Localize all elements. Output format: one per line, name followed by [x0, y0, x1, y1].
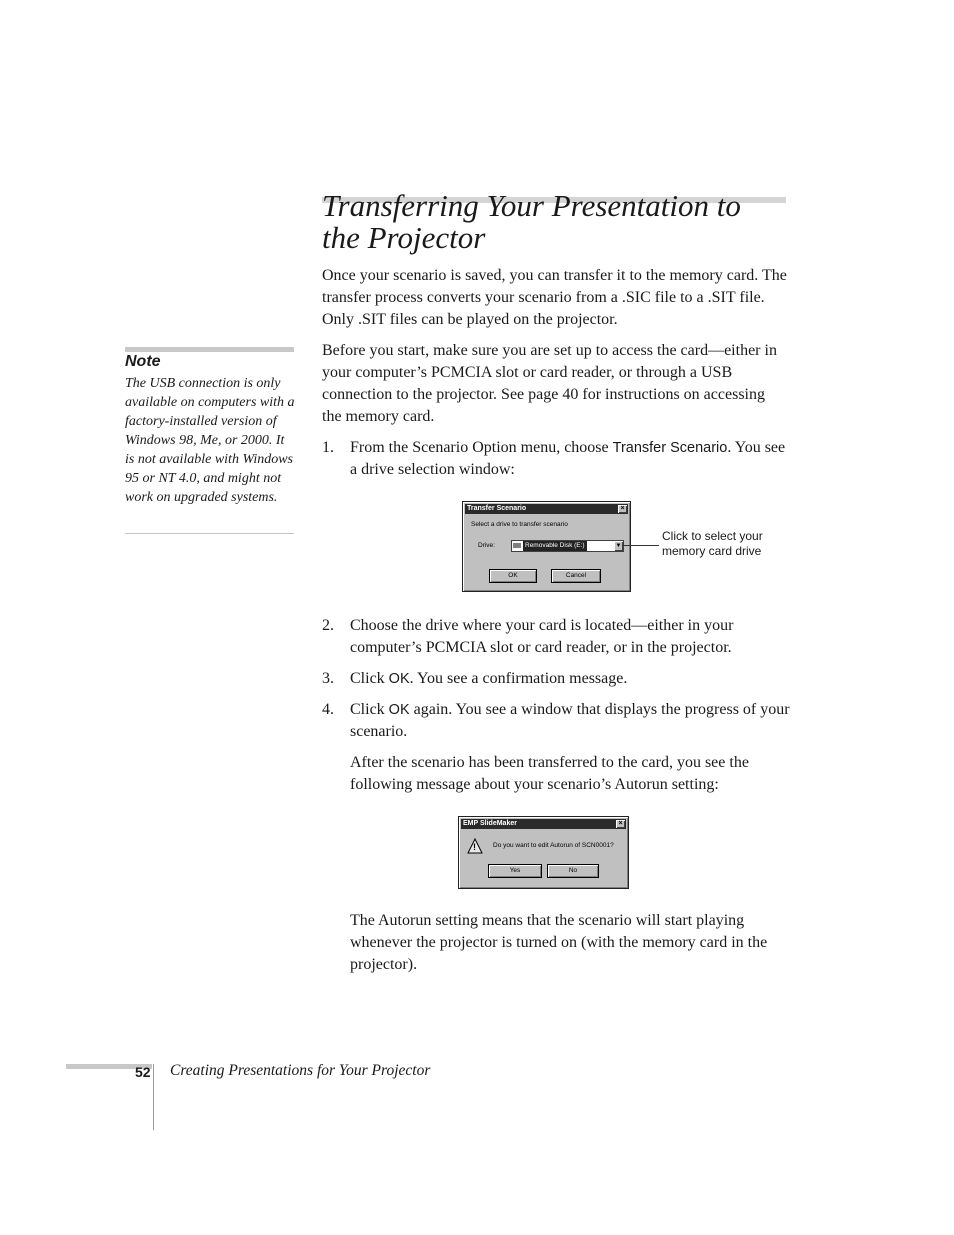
- dialog-titlebar: [465, 504, 628, 514]
- step-text: Choose the drive where your card is located—either in your computer’s PCMCIA slot or card reader, or in the projector.: [350, 617, 734, 656]
- step-3: [322, 668, 788, 690]
- step-text: [350, 437, 790, 481]
- chevron-down-icon[interactable]: ▼: [615, 543, 622, 549]
- step-number: 2.: [322, 617, 334, 634]
- intro-paragraph-2: Before you start, make sure you are set up to access the card—either in your computer’s PCMCIA slot or card reader, or through a USB connection to the projector. See page 40 for instructions on accessing the memory card.: [322, 342, 777, 425]
- yes-button[interactable]: Yes: [488, 864, 542, 878]
- warning-glyph: !: [473, 842, 476, 852]
- dialog-titlebar: [461, 819, 626, 829]
- step-text-part: . You see a drive selection window:: [350, 439, 786, 478]
- close-icon[interactable]: ×: [616, 820, 625, 828]
- ok-term: OK: [388, 702, 410, 718]
- drive-prompt: Select a drive to transfer scenario: [471, 521, 568, 528]
- footer-divider: [153, 1064, 154, 1130]
- ok-term: OK: [388, 671, 410, 687]
- step-text-part: Click: [350, 670, 389, 687]
- no-button[interactable]: No: [547, 864, 599, 878]
- note-rule: [125, 347, 294, 352]
- after-transfer-paragraph: After the scenario has been transferred to the card, you see the following message about your scenario’s Autorun setting:: [350, 754, 749, 793]
- page-title: Transferring Your Presentation to the Projector: [322, 188, 741, 255]
- step-number: 3.: [322, 670, 334, 687]
- step-text: [350, 699, 790, 743]
- transfer-scenario-dialog: [462, 501, 631, 592]
- step-text-part: From the Scenario Option menu, choose: [350, 439, 613, 456]
- step-2: [322, 615, 788, 659]
- menu-command-transfer-scenario: Transfer Scenario: [612, 440, 728, 456]
- step-number: 1.: [322, 439, 334, 456]
- step-text-part: Click: [350, 701, 389, 718]
- note-text: The USB connection is only available on computers with a factory-installed version of Windows 98, Me, or 2000. It is not available with Windows 95 or NT 4.0, and might not work on upgraded systems.: [125, 376, 295, 505]
- step-1: [322, 437, 788, 481]
- autorun-explanation: The Autorun setting means that the scenario will start playing whenever the projector is turned on (with the memory card in the projector).: [350, 912, 768, 973]
- cancel-button[interactable]: Cancel: [551, 569, 601, 583]
- drive-select[interactable]: [511, 540, 624, 552]
- drive-selected-value: Removable Disk (E:): [525, 542, 585, 549]
- note-heading: Note: [125, 353, 161, 370]
- dialog-title: Transfer Scenario: [467, 505, 527, 512]
- page-number: 52: [135, 1064, 151, 1080]
- step-number: 4.: [322, 701, 334, 718]
- dialog-title: EMP SlideMaker: [463, 820, 517, 827]
- step-text-part: again. You see a window that displays the progress of your scenario.: [350, 701, 790, 740]
- callout-text: Click to select your memory card drive: [662, 529, 763, 558]
- step-text-part: . You see a confirmation message.: [409, 670, 628, 687]
- drive-icon: [513, 543, 521, 548]
- running-footer: Creating Presentations for Your Projector: [170, 1062, 431, 1079]
- autorun-dialog: [458, 816, 629, 889]
- note-bottom-rule: [125, 533, 294, 534]
- ok-button[interactable]: OK: [489, 569, 537, 583]
- autorun-message: Do you want to edit Autorun of SCN0001?: [493, 842, 614, 849]
- step-4: [322, 699, 788, 743]
- intro-paragraph-1: Once your scenario is saved, you can transfer it to the memory card. The transfer process converts your scenario from a .SIC file to a .SIT file. Only .SIT files can be played on the projector.: [322, 267, 787, 328]
- drive-label: Drive:: [478, 542, 495, 549]
- step-text: [350, 668, 790, 690]
- callout-line: [622, 545, 659, 546]
- close-icon[interactable]: ×: [618, 505, 627, 513]
